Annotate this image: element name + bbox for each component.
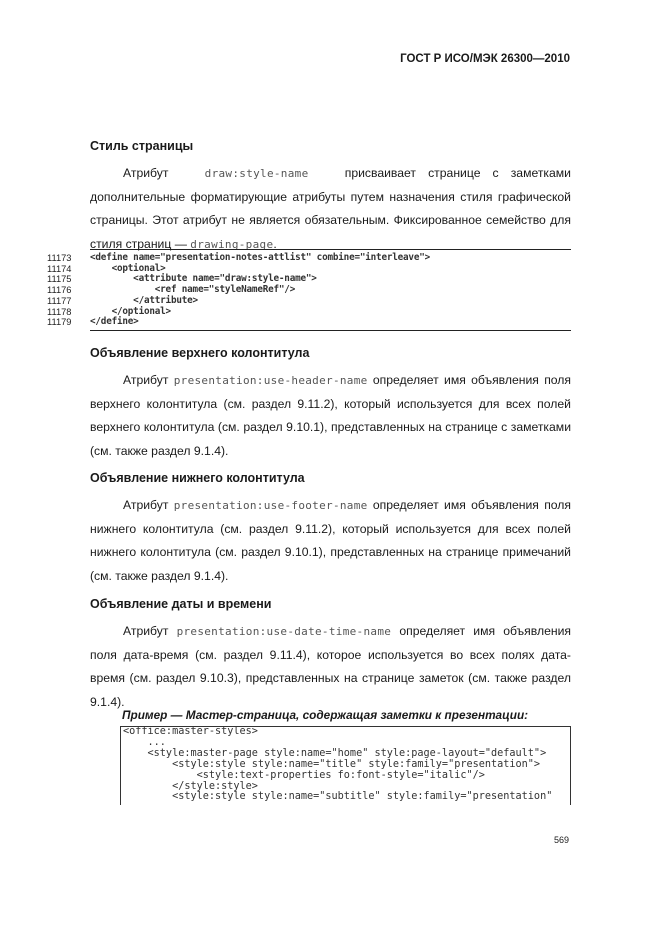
paragraph-footer-decl: Атрибут presentation:use-footer-name определяет имя объявления поля нижнего колонтитула (см. раздел 9.11.2), который используется для всех полей нижнего колонтитула (см. раздел 9.10.1), представленных на странице примечаний (см. также раздел 9.1.4). xyxy=(90,498,572,583)
code-line-text: <attribute name="draw:style-name"> xyxy=(90,273,317,285)
code-line-text: <optional> xyxy=(90,262,166,274)
paragraph-datetime-decl: Атрибут presentation:use-date-time-name определяет имя объявления поля дата-время (см. раздел 9.11.4), которое используется во всех полях дата-время (см. раздел 9.10.3), представленных на странице заметок (см. также раздел 9.1.4). xyxy=(90,624,571,709)
example-code-line: <style:style style:name="title" style:family="presentation"> xyxy=(123,758,541,770)
example-code-line: <style:style style:name="subtitle" style:family="presentation" xyxy=(123,791,553,803)
code-line-number: 11174 xyxy=(47,263,72,274)
paragraph-header-decl: Атрибут presentation:use-header-name определяет имя объявления поля верхнего колонтитула (см. раздел 9.11.2), который используется для всех полей верхнего колонтитула (см. раздел 9.10.1), представленных на странице с заметками (см. также раздел 9.1.4). xyxy=(90,373,572,458)
code-line-number: 11176 xyxy=(47,285,72,296)
section-title-footer-decl: Объявление нижнего колонтитула xyxy=(90,471,305,485)
section-title-header-decl: Объявление верхнего колонтитула xyxy=(90,346,310,360)
code-line-text: </attribute> xyxy=(90,294,198,306)
code-line-text: </optional> xyxy=(90,305,171,317)
standard-header: ГОСТ Р ИСО/МЭК 26300—2010 xyxy=(400,53,570,65)
code-line-number: 11179 xyxy=(47,317,72,328)
example-caption: Пример — Мастер-страница, содержащая заметки к презентации: xyxy=(122,708,529,722)
example-code-line: <office:master-styles> xyxy=(123,726,258,737)
code-line-number: 11173 xyxy=(47,253,72,263)
code-line-number: 11178 xyxy=(47,306,72,317)
schema-code-block xyxy=(47,253,430,328)
code-line xyxy=(47,296,430,307)
example-code-line: <style:text-properties fo:font-style="italic"/> xyxy=(123,769,485,781)
code-line-text: </define> xyxy=(90,316,139,328)
section-title-datetime-decl: Объявление даты и времени xyxy=(90,597,272,611)
paragraph-page-style: Атрибут draw:style-name присваивает странице с заметками дополнительные форматирующие атрибуты путем назначения стиля графической страницы. Этот атрибут не является обязательным. Фиксированное семейство для стиля страниц — drawing-page. xyxy=(90,166,571,251)
section-title-page-style: Стиль страницы xyxy=(90,139,194,153)
code-line-number: 11175 xyxy=(47,274,72,285)
example-code-box xyxy=(120,726,571,805)
page-number: 569 xyxy=(553,835,569,845)
code-top-rule xyxy=(90,249,571,250)
code-bottom-rule xyxy=(90,330,571,331)
code-line xyxy=(47,317,430,328)
code-line-text: <ref name="styleNameRef"/> xyxy=(90,284,296,296)
example-code-line: <style:master-page style:name="home" style:page-layout="default"> xyxy=(123,747,547,759)
example-code-line: ... xyxy=(123,736,166,748)
code-line-text: <define name="presentation-notes-attlist" combine="interleave"> xyxy=(90,252,431,263)
code-line-number: 11177 xyxy=(47,295,72,306)
example-code-line: </style:style> xyxy=(123,780,258,792)
